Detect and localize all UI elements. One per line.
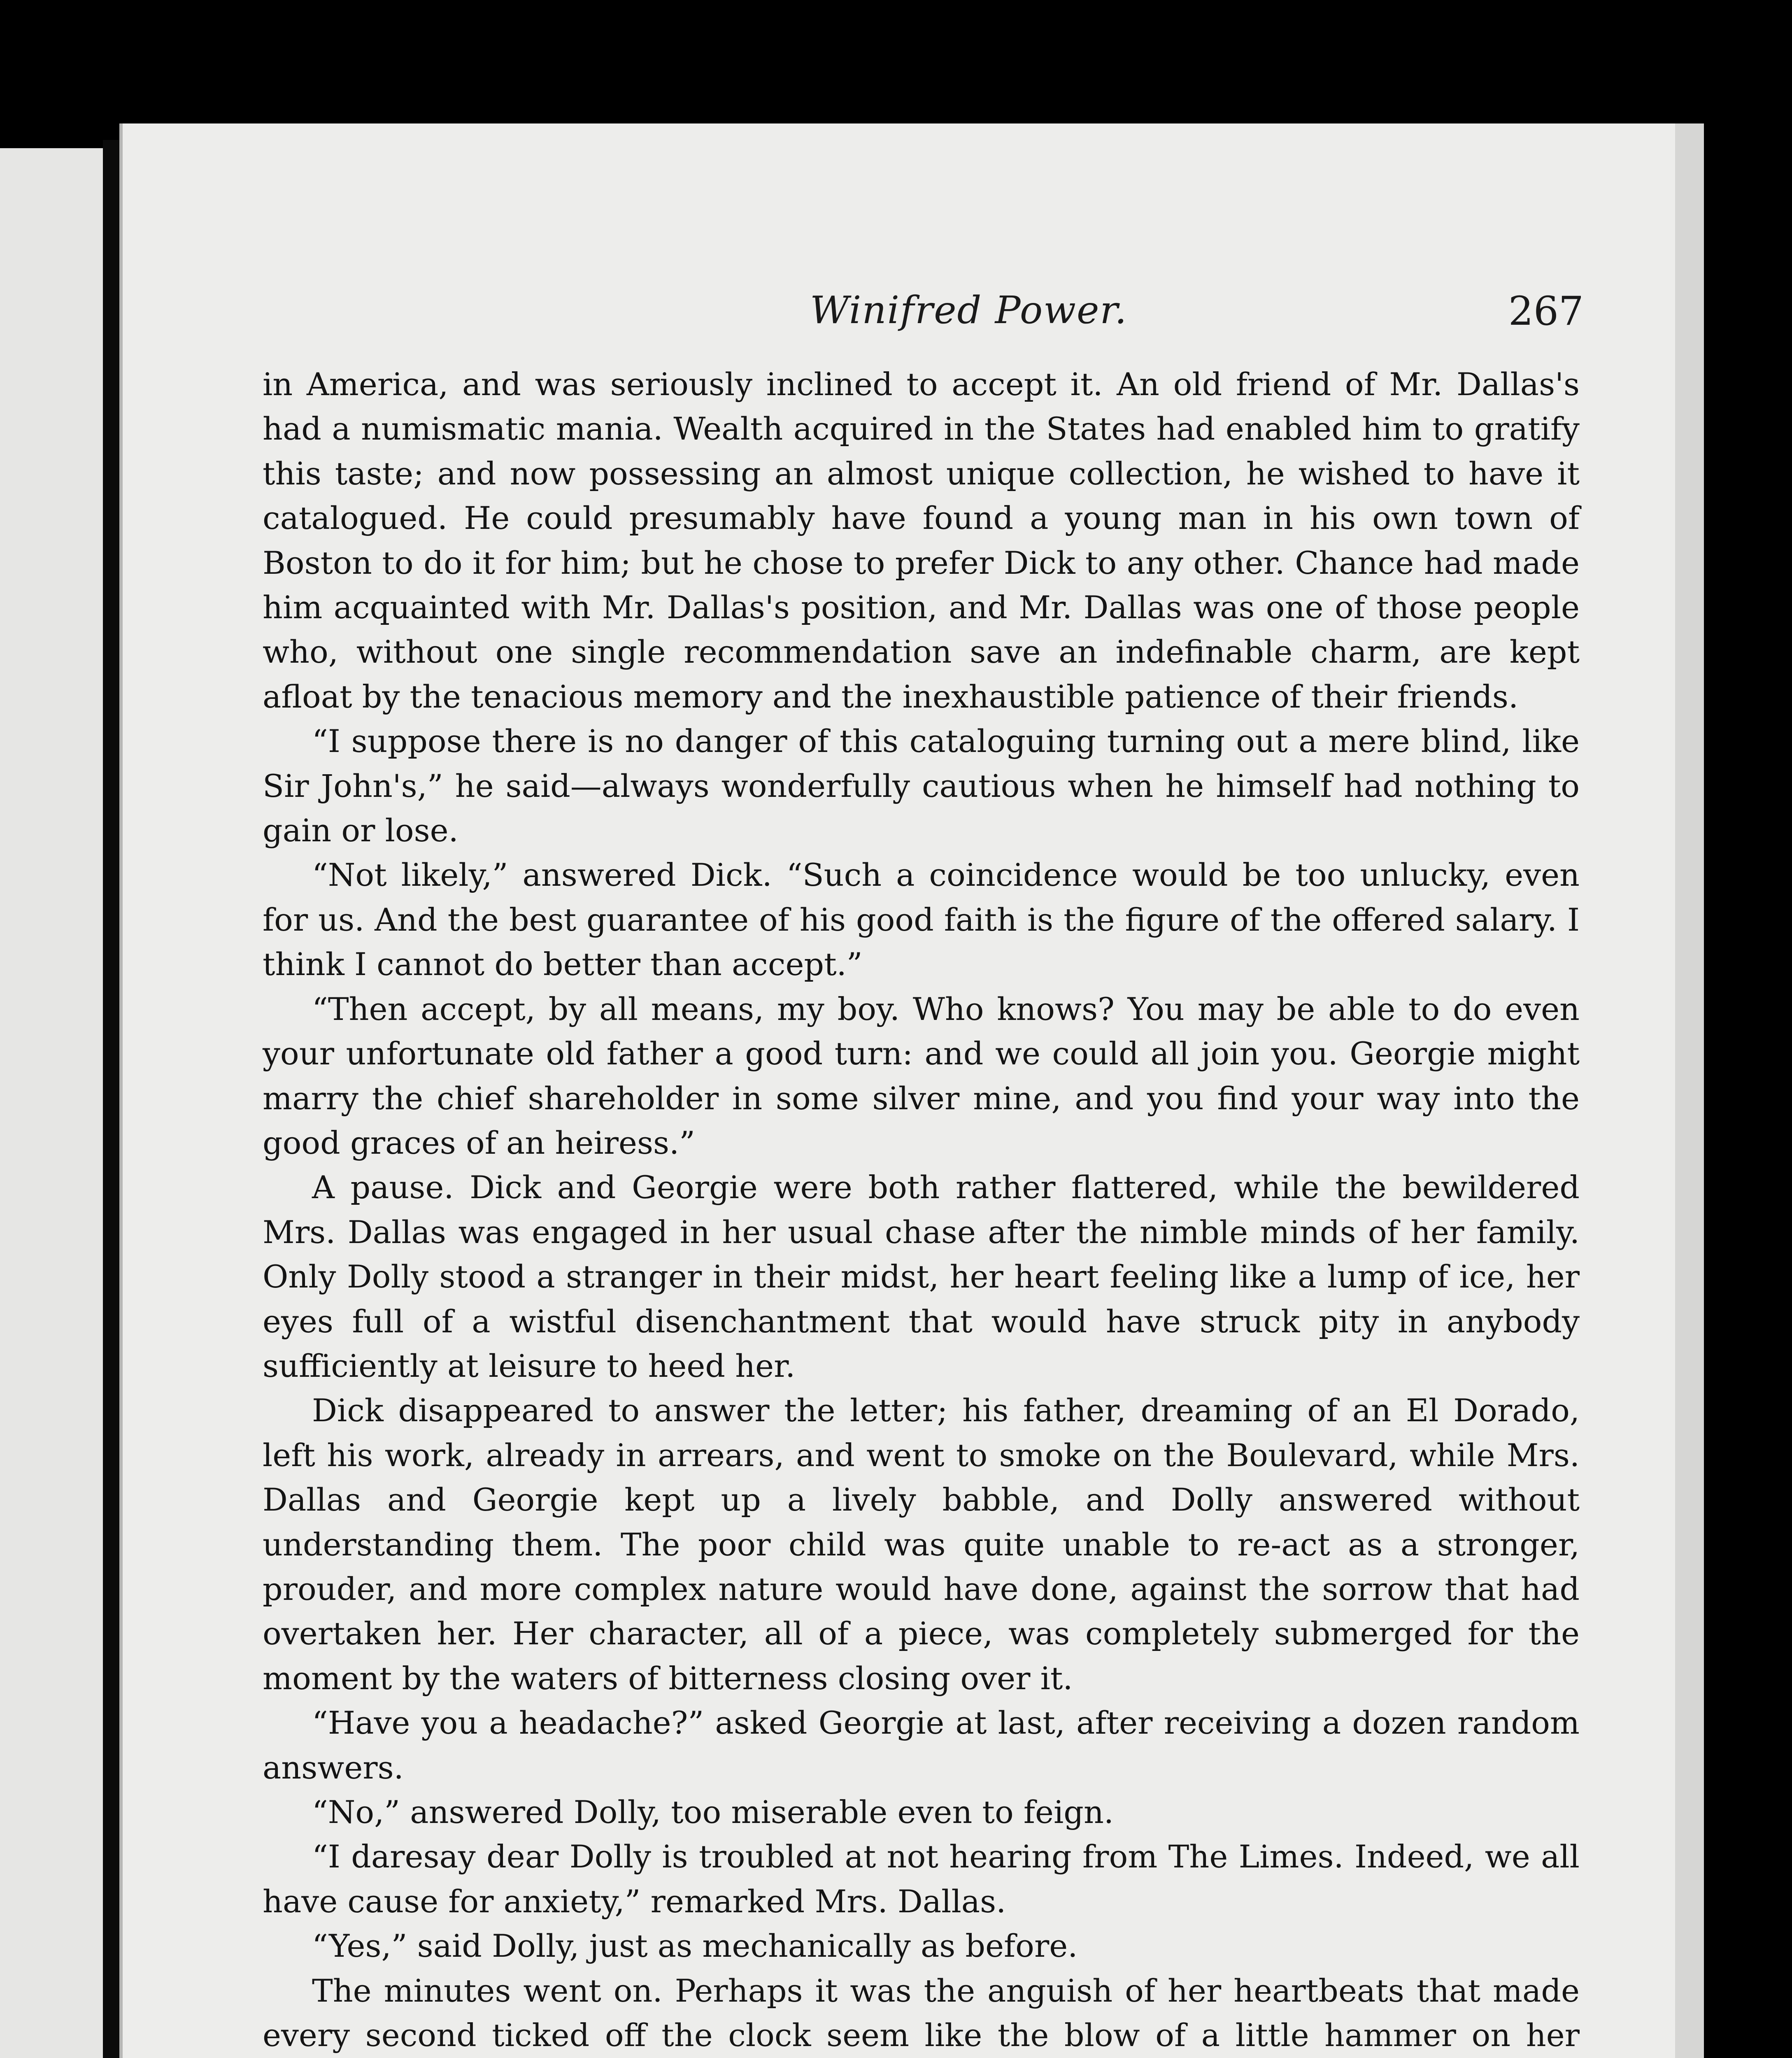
page-number: 267 (1508, 288, 1584, 334)
paragraph: “Have you a headache?” asked Georgie at last, after receiving a dozen random answers. (263, 1704, 1580, 1786)
facing-page-edge (0, 148, 103, 2058)
paragraph: The minutes went on. Perhaps it was the anguish of her heartbeats that made every second ticked off the clock seem like the blow of a little hammer on her (263, 1972, 1580, 2054)
paragraph: “Not likely,” answered Dick. “Such a coincidence would be too unlucky, even for us. And the best guarantee of his good faith is the figure of the offered salary. I think I cannot do better than accept.” (263, 857, 1580, 983)
paragraph: A pause. Dick and Georgie were both rather flattered, while the bewildered Mrs. Dallas was engaged in her usual chase after the nimble minds of her family. Only Dolly stood a stranger in their midst, her heart feeling like a lump of ice, her eyes full of a wistful disenchantment that would have struck pity in anybody sufficiently at leisure to heed her. (263, 1169, 1580, 1384)
paragraph: “Then accept, by all means, my boy. Who knows? You may be able to do even your unfortunate old father a good turn: and we could all join you. Georgie might marry the chief shareholder in some silver mine, and you find your way into the good graces of an heiress.” (263, 990, 1580, 1161)
running-title: Winifred Power. (810, 288, 1128, 332)
body-text (263, 362, 1580, 2058)
running-head (258, 288, 1584, 354)
paragraph: “Yes,” said Dolly, just as mechanically as before. (312, 1928, 1078, 1965)
paragraph: “I daresay dear Dolly is troubled at not hearing from The Limes. Indeed, we all have cause for anxiety,” remarked Mrs. Dallas. (263, 1838, 1580, 1920)
paragraph: “No,” answered Dolly, too miserable even to feign. (312, 1794, 1114, 1830)
book-gutter (103, 140, 119, 2058)
page-edge-shadow (1675, 123, 1704, 2058)
paragraph: Dick disappeared to answer the letter; his father, dreaming of an El Dorado, left his work, already in arrears, and went to smoke on the Boulevard, while Mrs. Dallas and Georgie kept up a lively babble, and Dolly answered without understanding them. The poor child was quite unable to re-act as a stronger, prouder, and more complex nature would have done, against the sorrow that had overtaken her. Her character, all of a piece, was completely submerged for the moment by the waters of bitterness closing over it. (263, 1392, 1580, 1697)
paragraph: “I suppose there is no danger of this cataloguing turning out a mere blind, like Sir John's,” he said—always wonderfully cautious when he himself had nothing to gain or lose. (263, 723, 1580, 849)
book-page (119, 123, 1675, 2058)
paragraph: in America, and was seriously inclined to accept it. An old friend of Mr. Dallas's had a numismatic mania. Wealth acquired in the States had enabled him to gratify this taste; and now possessing an almost unique collection, he wished to have it catalogued. He could presumably have found a young man in his own town of Boston to do it for him; but he chose to prefer Dick to any other. Chance had made him acquainted with Mr. Dallas's position, and Mr. Dallas was one of those people who, without one single recommendation save an indefinable charm, are kept afloat by the tenacious memory and the inexhaustible patience of their friends. (263, 366, 1580, 715)
